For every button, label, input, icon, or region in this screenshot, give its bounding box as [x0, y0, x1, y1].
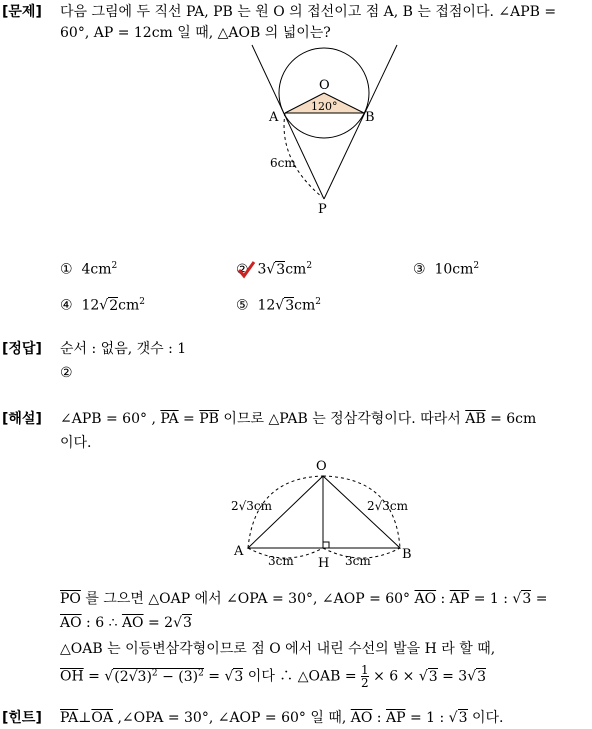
choice-1-num: ①	[60, 261, 73, 278]
right-angle-mark	[323, 542, 329, 548]
solution-line4: $\overline{AO}$ : 6 ∴ $\overline{AO} = 2√3$	[60, 615, 192, 631]
choice-5-num: ⑤	[236, 297, 249, 314]
label-length: 6cm	[270, 156, 296, 170]
problem-text-line2: 60°, AP = 12cm 일 때, △AOB 의 넓이는?	[60, 25, 331, 41]
label-angle: 120°	[311, 100, 338, 113]
choice-2[interactable]: ② $3√3cm^2$	[236, 261, 313, 278]
label-p: P	[318, 202, 327, 217]
label-o: O	[319, 78, 330, 93]
answer-tag: [정답]	[2, 341, 42, 357]
sol-label-right-side: 2√3cm	[367, 499, 409, 513]
solution-line2: 이다.	[60, 435, 92, 451]
choice-1[interactable]: ① $4cm^2$	[60, 261, 118, 278]
choice-4-num: ④	[60, 297, 73, 314]
answer-line2: ②	[60, 365, 73, 381]
answer-line1: 순서 : 없음, 갯수 : 1	[60, 341, 187, 357]
problem-tag: [문제]	[2, 4, 42, 20]
choice-2-num: ②	[236, 262, 253, 278]
solution-line5: △OAB 는 이등변삼각형이므로 점 O 에서 내린 수선의 발을 H 라 할 때,	[60, 641, 496, 657]
solution-line3: $\overline{PO}$ 를 그으면 △OAP 에서 ∠OPA = 30°, ∠AOP = 60° $\overline{AO}$ : $\overline{AP} = 1$ : √3 =	[60, 591, 548, 607]
sol-label-left-base: 3cm	[268, 554, 294, 568]
solution-line1: ∠APB = 60° , $\overline{PA} = \overline{PB}$ 이므로 △PAB 는 정삼각형이다. 따라서 $\overline{AB} = 6cm$	[60, 411, 537, 427]
sol-label-a: A	[234, 544, 244, 559]
sol-label-b: B	[402, 547, 412, 562]
label-b: B	[365, 110, 375, 125]
choice-4[interactable]: ④ $12√2cm^2$	[60, 297, 145, 314]
hint-tag: [힌트]	[2, 710, 42, 726]
sol-label-left-side: 2√3cm	[231, 499, 273, 513]
solution-tag: [해설]	[2, 411, 42, 427]
choice-5[interactable]: ⑤ $12√3cm^2$	[236, 297, 321, 314]
choice-3[interactable]: ③ $10cm^2$	[413, 261, 480, 278]
sol-label-o: O	[316, 459, 327, 474]
solution-line6: $\overline{OH} = √(2√3)^2 - (3)^2 = √3$ 이다 ∴ △OAB = $\frac{1}{2}$ × 6 × √3 = 3√3	[60, 663, 487, 691]
hint-line1: $\overline{PA}\perp\overline{OA}$ ,∠OPA = 30°, ∠AOP = 60° 일 때, $\overline{AO}$ : $\overline{AP} = 1$ : √3 이다.	[60, 710, 504, 726]
problem-text-line1: 다음 그림에 두 직선 PA, PB 는 원 O 의 접선이고 점 A, B 는 접점이다. ∠APB =	[60, 4, 557, 20]
label-a: A	[269, 110, 279, 125]
choice-3-num: ③	[413, 261, 426, 278]
sol-label-h: H	[318, 556, 330, 571]
sol-label-right-base: 3cm	[345, 554, 371, 568]
